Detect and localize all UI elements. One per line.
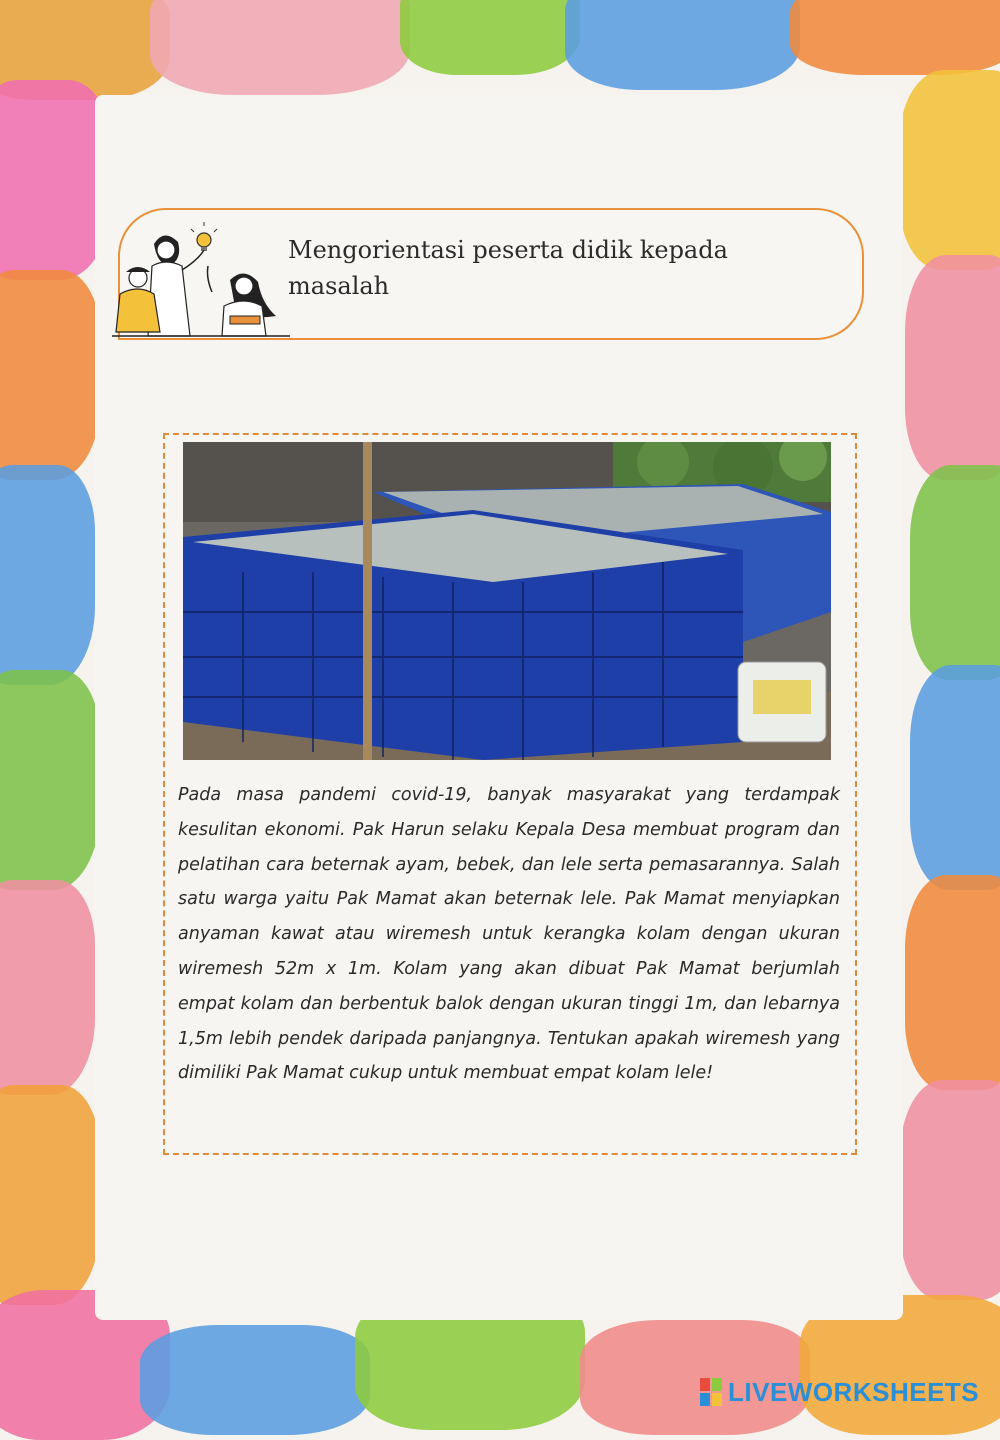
frame-blob bbox=[905, 875, 1000, 1090]
frame-blob bbox=[900, 1080, 1000, 1300]
frame-blob bbox=[905, 255, 1000, 480]
brand-name: LIVEWORKSHEETS bbox=[728, 1376, 980, 1407]
fish-pond-photo bbox=[183, 442, 831, 760]
page-title: Mengorientasi peserta didik kepada masalah bbox=[288, 236, 728, 300]
frame-blob bbox=[400, 0, 580, 75]
students-illustration-icon bbox=[112, 222, 292, 342]
frame-blob bbox=[900, 70, 1000, 270]
liveworksheets-logo-icon bbox=[700, 1378, 722, 1406]
frame-blob bbox=[0, 880, 95, 1095]
frame-blob bbox=[910, 465, 1000, 680]
frame-blob bbox=[0, 270, 100, 480]
frame-blob bbox=[0, 670, 100, 890]
frame-blob bbox=[150, 0, 410, 95]
frame-blob bbox=[0, 80, 110, 280]
frame-blob bbox=[565, 0, 800, 90]
frame-blob bbox=[790, 0, 1000, 75]
frame-blob bbox=[910, 665, 1000, 890]
frame-blob bbox=[0, 1085, 100, 1305]
frame-blob bbox=[140, 1325, 370, 1435]
problem-story-text: Pada masa pandemi covid-19, banyak masyarakat yang terdampak kesulitan ekonomi. Pak Harun selaku Kepala Desa membuat program dan pelatihan cara beternak ayam, bebek, dan lele serta pemasarannya. Salah satu warga yaitu Pak Mamat akan beternak lele. Pak Mamat menyiapkan anyaman kawat atau wiremesh untuk kerangka kolam dengan ukuran wiremesh 52m x 1m. Kolam yang akan dibuat Pak Mamat berjumlah empat kolam dan berbentuk balok dengan ukuran tinggi 1m, dan lebarnya 1,5m lebih pendek daripada panjangnya. Tentukan apakah wiremesh yang dimiliki Pak Mamat cukup untuk membuat empat kolam lele! bbox=[178, 785, 840, 1084]
frame-blob bbox=[0, 465, 95, 685]
liveworksheets-brand[interactable] bbox=[700, 1376, 979, 1408]
